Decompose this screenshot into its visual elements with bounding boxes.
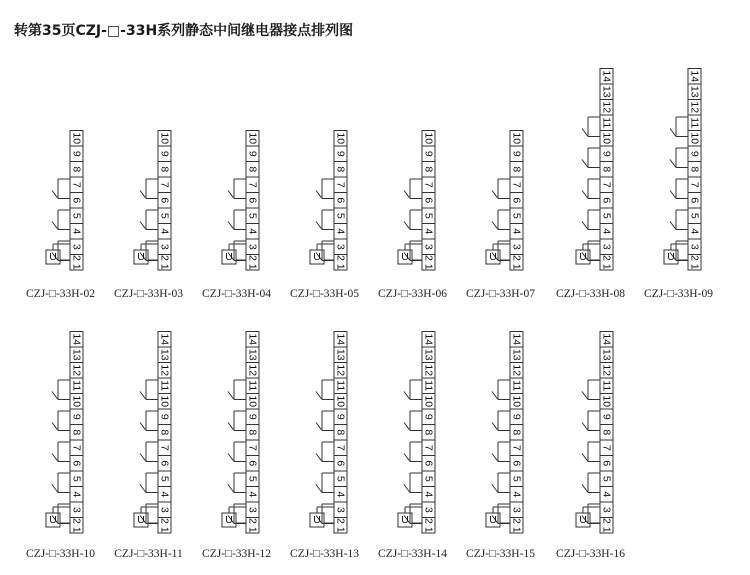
pin-number: 10	[246, 132, 259, 145]
relay-label: CZJ-□-33H-13	[290, 548, 359, 560]
pin-number: 5	[334, 212, 347, 219]
relay-unit	[114, 131, 183, 301]
pin-number: 5	[600, 475, 613, 482]
relay-label: CZJ-□-33H-04	[202, 288, 271, 300]
pin-number: 5	[70, 475, 83, 482]
pin-number: 4	[70, 228, 83, 235]
pin-number: 4	[422, 491, 435, 498]
pin-number: 8	[510, 429, 523, 436]
pin-number: 7	[334, 444, 347, 451]
pin-number: 3	[422, 243, 435, 250]
pin-number: 8	[158, 166, 171, 173]
pin-number: 7	[70, 181, 83, 188]
power-symbol: U	[401, 251, 409, 263]
relay-unit	[202, 332, 271, 561]
pin-number: 5	[158, 212, 171, 219]
pin-number: 9	[70, 150, 83, 157]
pin-number: 10	[158, 395, 171, 408]
pin-number: 12	[70, 364, 83, 377]
relay-label: CZJ-□-33H-02	[26, 288, 95, 300]
contact-blade	[228, 222, 234, 230]
relay-unit	[466, 332, 535, 561]
pin-number: 13	[600, 85, 613, 98]
pin-number: 6	[334, 460, 347, 467]
pin-number: 8	[158, 429, 171, 436]
contact-blade	[582, 129, 588, 137]
pin-number: 11	[422, 380, 435, 392]
pin-number: 8	[70, 429, 83, 436]
pin-number: 11	[246, 380, 259, 392]
relay-label: CZJ-□-33H-07	[466, 288, 535, 300]
pin-number: 6	[688, 197, 701, 204]
pin-number: 6	[158, 197, 171, 204]
pin-number: 8	[688, 166, 701, 173]
pin-number: 8	[70, 166, 83, 173]
pin-number: 3	[334, 506, 347, 513]
contact-blade	[228, 485, 234, 493]
pin-number: 10	[334, 395, 347, 408]
contact-blade	[228, 392, 234, 400]
pin-number: 9	[600, 413, 613, 420]
pin-number: 9	[70, 413, 83, 420]
contact-blade	[492, 191, 498, 199]
pin-number: 9	[688, 150, 701, 157]
pin-number: 3	[510, 506, 523, 513]
contact-blade	[582, 485, 588, 493]
pin-number: 11	[600, 380, 613, 392]
pin-number: 8	[246, 166, 259, 173]
pin-number: 6	[422, 460, 435, 467]
relay-label: CZJ-□-33H-15	[466, 548, 535, 560]
relay-unit	[26, 332, 95, 561]
pin-number: 4	[510, 228, 523, 235]
pin-number: 2 1	[600, 254, 613, 270]
pin-number: 7	[334, 181, 347, 188]
pin-number: 10	[70, 132, 83, 145]
pin-number: 4	[70, 491, 83, 498]
pin-number: 10	[688, 132, 701, 145]
pin-number: 2 1	[510, 517, 523, 533]
pin-number: 10	[422, 395, 435, 408]
pin-number: 6	[70, 460, 83, 467]
pin-number: 2 1	[688, 254, 701, 270]
pin-number: 10	[246, 395, 259, 408]
pin-number: 5	[246, 212, 259, 219]
contact-blade	[52, 191, 58, 199]
pin-number: 2 1	[70, 254, 83, 270]
pin-number: 6	[70, 197, 83, 204]
pin-number: 8	[600, 166, 613, 173]
pin-number: 13	[510, 348, 523, 361]
pin-number: 5	[510, 212, 523, 219]
pin-number: 14	[510, 333, 523, 346]
pin-number: 3	[510, 243, 523, 250]
pin-number: 2 1	[70, 517, 83, 533]
pin-number: 10	[600, 395, 613, 408]
pin-number: 9	[422, 150, 435, 157]
power-symbol: U	[579, 514, 587, 526]
page-title: 转第35页CZJ-□-33H系列静态中间继电器接点排列图	[14, 23, 354, 39]
relay-label: CZJ-□-33H-11	[114, 548, 183, 560]
pin-number: 14	[600, 70, 613, 83]
relay-unit	[378, 131, 447, 301]
pin-number: 2 1	[158, 517, 171, 533]
pin-number: 2 1	[600, 517, 613, 533]
power-symbol: U	[313, 251, 321, 263]
contact-blade	[670, 191, 676, 199]
pin-number: 7	[688, 181, 701, 188]
pin-number: 2 1	[246, 517, 259, 533]
pin-number: 9	[158, 413, 171, 420]
contact-blade	[316, 392, 322, 400]
contact-blade	[670, 160, 676, 168]
pin-number: 11	[158, 380, 171, 392]
contact-blade	[492, 454, 498, 462]
power-symbol: U	[225, 251, 233, 263]
pin-number: 11	[510, 380, 523, 392]
contact-blade	[670, 222, 676, 230]
contact-blade	[316, 423, 322, 431]
pin-number: 7	[600, 444, 613, 451]
contact-blade	[404, 191, 410, 199]
pin-number: 9	[422, 413, 435, 420]
relay-unit	[290, 131, 359, 301]
relay-label: CZJ-□-33H-08	[556, 288, 625, 300]
pin-number: 4	[158, 491, 171, 498]
pin-number: 14	[334, 333, 347, 346]
contact-blade	[52, 392, 58, 400]
pin-number: 2 1	[422, 517, 435, 533]
pin-number: 9	[600, 150, 613, 157]
relay-unit	[26, 131, 95, 301]
contact-blade	[404, 423, 410, 431]
pin-number: 7	[422, 444, 435, 451]
pin-number: 10	[334, 132, 347, 145]
contact-blade	[228, 191, 234, 199]
power-symbol: U	[313, 514, 321, 526]
pin-number: 4	[600, 228, 613, 235]
pin-number: 11	[70, 380, 83, 392]
pin-number: 4	[422, 228, 435, 235]
relay-label: CZJ-□-33H-09	[644, 288, 713, 300]
pin-number: 7	[510, 181, 523, 188]
pin-number: 14	[158, 333, 171, 346]
pin-number: 14	[422, 333, 435, 346]
pin-number: 3	[600, 506, 613, 513]
relay-unit	[114, 332, 183, 561]
relay-unit	[290, 332, 359, 561]
pin-number: 6	[422, 197, 435, 204]
pin-number: 9	[246, 413, 259, 420]
pin-number: 9	[246, 150, 259, 157]
pin-number: 6	[158, 460, 171, 467]
contact-blade	[52, 222, 58, 230]
pin-number: 4	[246, 228, 259, 235]
contact-blade	[582, 222, 588, 230]
contact-blade	[140, 191, 146, 199]
contact-blade	[492, 485, 498, 493]
pin-number: 8	[422, 429, 435, 436]
pin-number: 6	[600, 197, 613, 204]
pin-number: 2 1	[158, 254, 171, 270]
pin-number: 9	[334, 150, 347, 157]
pin-number: 5	[688, 212, 701, 219]
pin-number: 7	[246, 181, 259, 188]
pin-number: 4	[334, 228, 347, 235]
pin-number: 11	[600, 117, 613, 129]
pin-number: 4	[334, 491, 347, 498]
pin-number: 5	[600, 212, 613, 219]
pin-number: 12	[334, 364, 347, 377]
pin-number: 14	[70, 333, 83, 346]
pin-number: 5	[246, 475, 259, 482]
relay-label: CZJ-□-33H-03	[114, 288, 183, 300]
pin-number: 7	[422, 181, 435, 188]
contact-blade	[52, 423, 58, 431]
pin-number: 5	[422, 475, 435, 482]
pin-number: 2 1	[422, 254, 435, 270]
relay-label: CZJ-□-33H-16	[556, 548, 625, 560]
power-symbol: U	[137, 251, 145, 263]
contact-blade	[52, 454, 58, 462]
pin-number: 5	[422, 212, 435, 219]
pin-number: 5	[334, 475, 347, 482]
pin-number: 11	[334, 380, 347, 392]
pin-number: 14	[688, 70, 701, 83]
contact-blade	[582, 392, 588, 400]
relay-unit	[644, 69, 713, 301]
contact-blade	[492, 423, 498, 431]
pin-number: 11	[688, 117, 701, 129]
pin-number: 14	[246, 333, 259, 346]
pin-number: 12	[600, 101, 613, 114]
relay-unit	[202, 131, 271, 301]
contact-blade	[582, 423, 588, 431]
pin-number: 3	[600, 243, 613, 250]
power-symbol: U	[489, 514, 497, 526]
contact-blade	[316, 454, 322, 462]
pin-number: 6	[334, 197, 347, 204]
pin-number: 9	[510, 413, 523, 420]
pin-number: 6	[510, 197, 523, 204]
pin-number: 6	[600, 460, 613, 467]
pin-number: 8	[600, 429, 613, 436]
pin-number: 8	[334, 166, 347, 173]
pin-number: 3	[688, 243, 701, 250]
pin-number: 3	[158, 506, 171, 513]
power-symbol: U	[137, 514, 145, 526]
pin-number: 13	[334, 348, 347, 361]
contact-blade	[52, 485, 58, 493]
power-symbol: U	[579, 251, 587, 263]
pin-number: 3	[70, 243, 83, 250]
pin-number: 7	[600, 181, 613, 188]
pin-number: 12	[422, 364, 435, 377]
contact-blade	[404, 222, 410, 230]
relay-label: CZJ-□-33H-06	[378, 288, 447, 300]
relay-unit	[556, 332, 625, 561]
pin-number: 13	[246, 348, 259, 361]
pin-number: 4	[246, 491, 259, 498]
pin-number: 8	[422, 166, 435, 173]
pin-number: 8	[510, 166, 523, 173]
relay-unit	[466, 131, 535, 301]
contact-blade	[582, 191, 588, 199]
contact-blade	[140, 485, 146, 493]
pin-number: 12	[688, 101, 701, 114]
contact-blade	[670, 129, 676, 137]
pin-number: 10	[600, 132, 613, 145]
pin-number: 10	[158, 132, 171, 145]
pin-number: 13	[688, 85, 701, 98]
relay-label: CZJ-□-33H-14	[378, 548, 447, 560]
contact-blade	[140, 392, 146, 400]
contact-blade	[228, 423, 234, 431]
contact-blade	[316, 222, 322, 230]
contact-blade	[404, 454, 410, 462]
pin-number: 10	[70, 395, 83, 408]
pin-number: 4	[600, 491, 613, 498]
pin-number: 2 1	[246, 254, 259, 270]
pin-number: 10	[510, 132, 523, 145]
pin-number: 10	[510, 395, 523, 408]
power-symbol: U	[49, 251, 57, 263]
contact-blade	[140, 423, 146, 431]
pin-number: 7	[246, 444, 259, 451]
pin-number: 5	[158, 475, 171, 482]
pin-number: 3	[158, 243, 171, 250]
pin-number: 12	[600, 364, 613, 377]
pin-number: 13	[600, 348, 613, 361]
pin-number: 2 1	[334, 254, 347, 270]
relay-unit	[556, 69, 625, 301]
power-symbol: U	[225, 514, 233, 526]
pin-number: 7	[70, 444, 83, 451]
pin-number: 4	[688, 228, 701, 235]
power-symbol: U	[489, 251, 497, 263]
pin-number: 12	[510, 364, 523, 377]
pin-number: 3	[334, 243, 347, 250]
contact-blade	[140, 222, 146, 230]
pin-number: 9	[158, 150, 171, 157]
relay-label: CZJ-□-33H-10	[26, 548, 95, 560]
pin-number: 6	[510, 460, 523, 467]
pin-number: 14	[600, 333, 613, 346]
pin-number: 6	[246, 460, 259, 467]
pin-number: 8	[334, 429, 347, 436]
pin-number: 10	[422, 132, 435, 145]
pin-number: 4	[158, 228, 171, 235]
pin-number: 7	[158, 181, 171, 188]
pin-number: 3	[70, 506, 83, 513]
contact-blade	[492, 222, 498, 230]
pin-number: 2 1	[334, 517, 347, 533]
pin-number: 3	[246, 243, 259, 250]
power-symbol: U	[401, 514, 409, 526]
pin-number: 13	[422, 348, 435, 361]
contact-blade	[140, 454, 146, 462]
pin-number: 12	[158, 364, 171, 377]
pin-number: 12	[246, 364, 259, 377]
relay-unit	[378, 332, 447, 561]
pin-number: 9	[334, 413, 347, 420]
contact-blade	[316, 485, 322, 493]
pin-number: 7	[158, 444, 171, 451]
pin-number: 5	[510, 475, 523, 482]
power-symbol: U	[49, 514, 57, 526]
relay-label: CZJ-□-33H-05	[290, 288, 359, 300]
pin-number: 3	[246, 506, 259, 513]
pin-number: 3	[422, 506, 435, 513]
pin-number: 4	[510, 491, 523, 498]
contact-blade	[404, 392, 410, 400]
pin-number: 2 1	[510, 254, 523, 270]
pin-number: 13	[158, 348, 171, 361]
pin-number: 5	[70, 212, 83, 219]
contact-blade	[492, 392, 498, 400]
pin-number: 8	[246, 429, 259, 436]
pin-number: 13	[70, 348, 83, 361]
pin-number: 6	[246, 197, 259, 204]
contact-blade	[582, 454, 588, 462]
power-symbol: U	[667, 251, 675, 263]
contact-blade	[316, 191, 322, 199]
pin-number: 7	[510, 444, 523, 451]
relay-label: CZJ-□-33H-12	[202, 548, 271, 560]
contact-blade	[404, 485, 410, 493]
pin-number: 9	[510, 150, 523, 157]
contact-blade	[582, 160, 588, 168]
contact-blade	[228, 454, 234, 462]
